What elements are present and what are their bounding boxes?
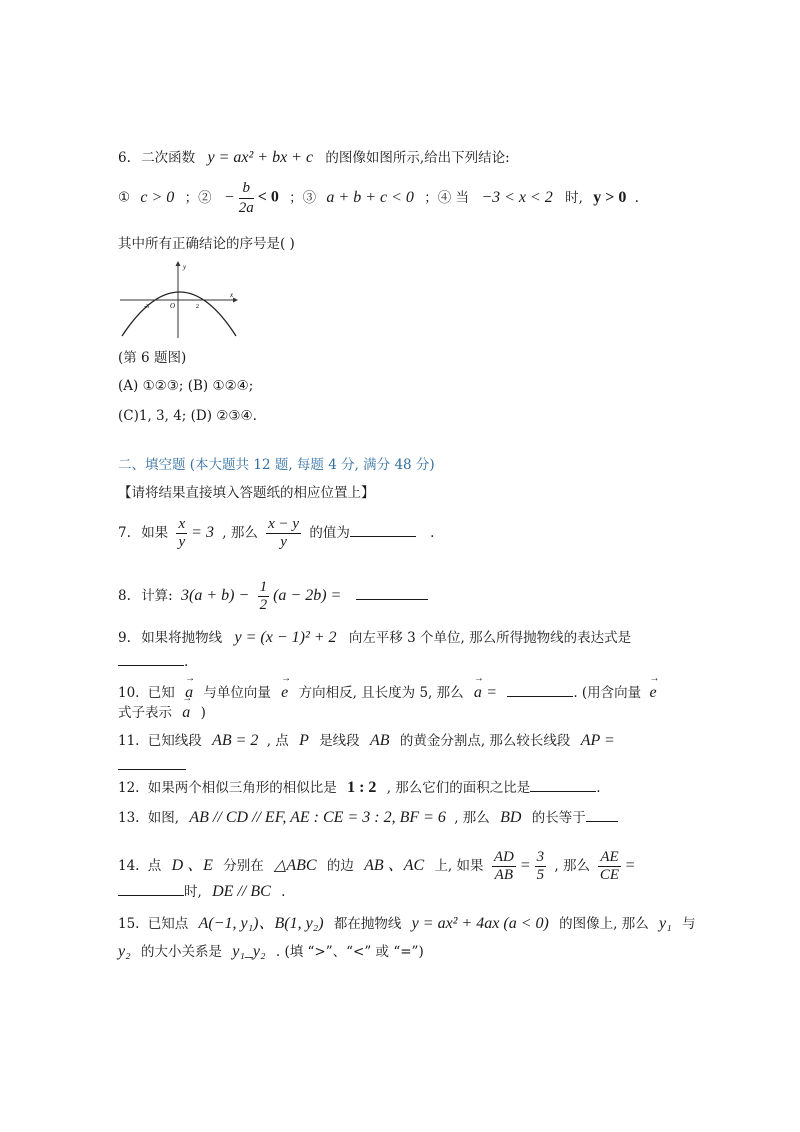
q11-answer-blank[interactable]	[118, 768, 186, 770]
q15	[118, 916, 695, 932]
q6-c2-den: 2a	[238, 199, 254, 216]
q15-relation-blank[interactable]: y₁_y₂	[232, 943, 266, 960]
q13-answer-blank[interactable]	[586, 820, 618, 822]
q14-text-c: 的边	[326, 858, 354, 874]
graph-tick-neg3: -3	[144, 304, 149, 310]
q6-c2-tail: < 0	[257, 188, 279, 206]
q7-end: .	[430, 525, 435, 541]
q13	[118, 810, 618, 826]
q6-figure-caption: (第 6 题图)	[118, 350, 187, 366]
q10-vector-a-3: → a	[182, 705, 190, 721]
q10-vector-e-2: → e	[649, 685, 656, 701]
q14-frac-2-num: 3	[536, 849, 545, 865]
q10-answer-blank[interactable]	[507, 695, 573, 697]
q14-parallel: DE // BC	[212, 883, 271, 900]
q14-frac-1-num: AD	[493, 849, 514, 865]
graph-y-label: y	[183, 263, 187, 271]
q13-text-a: 如图,	[147, 810, 180, 826]
q15-text-e: 的大小关系是	[140, 944, 222, 960]
q14-frac-3-num: AE	[600, 849, 619, 865]
q10-text-g: )	[200, 705, 206, 721]
q7-number: 7.	[118, 525, 131, 541]
q6-sep-2: ；③	[289, 189, 317, 206]
q10-text-c: 方向相反, 且长度为 5, 那么	[298, 685, 464, 701]
q14-frac-1-den: AB	[494, 867, 513, 883]
q11-line-2	[118, 760, 186, 774]
q10-vector-a-2: → a	[474, 685, 482, 701]
q9-formula: y = (x − 1)² + 2	[234, 629, 337, 646]
q6-c4-end: .	[634, 189, 639, 206]
q15-formula: y = ax² + 4ax (a < 0)	[411, 915, 549, 932]
q6-c4-result: y > 0	[593, 188, 627, 206]
q12-text-b: , 那么它们的面积之比是	[386, 780, 531, 796]
q7-frac-2-den: y	[280, 534, 287, 550]
graph-x-arrow	[233, 298, 238, 303]
q13-text-b: , 那么	[454, 810, 490, 826]
q10-text-b: 与单位向量	[203, 685, 271, 701]
q12-text-a: 如果两个相似三角形的相似比是	[147, 780, 337, 796]
q15-text-b: 都在抛物线	[333, 916, 402, 932]
q11-ab-eq: AB = 2	[212, 732, 259, 749]
q14-end: .	[281, 884, 286, 900]
q11-text-a: 已知线段	[147, 733, 202, 749]
q15-number: 15.	[118, 916, 140, 932]
q13-expr: AB // CD // EF, AE : CE = 3 : 2, BF = 6	[189, 809, 446, 826]
q14-number: 14.	[118, 858, 140, 874]
q10-eq: =	[486, 684, 498, 701]
q15-text-c: 的图像上, 那么	[559, 916, 649, 932]
q7-eq: = 3	[191, 524, 214, 541]
q7-text-c: 的值为	[309, 525, 350, 541]
q14-frac-3	[598, 850, 620, 883]
q6-stem-text-b: 的图像如图所示,给出下列结论:	[325, 150, 510, 166]
q6-stem	[118, 150, 510, 166]
q11-ap-eq: AP =	[580, 732, 615, 749]
q12-number: 12.	[118, 780, 140, 796]
q10-vector-e: → e	[281, 685, 288, 701]
graph-x-label: x	[230, 291, 234, 299]
q14-line-2	[118, 884, 285, 900]
q10-vector-a: → a	[185, 685, 193, 701]
q11-number: 11.	[118, 733, 140, 749]
q7-frac-2-num: x − y	[268, 516, 300, 532]
q8-text-a: 计算:	[141, 588, 173, 604]
q6-c4-when: 时,	[565, 189, 583, 206]
q14	[118, 850, 635, 883]
q15-y1: y₁	[659, 915, 672, 932]
q8-number: 8.	[118, 588, 131, 604]
q14-frac-1	[492, 850, 516, 883]
q8-answer-blank[interactable]	[356, 598, 428, 600]
q8-expr-1: 3(a + b) −	[181, 587, 250, 604]
section-2-instruction: 【请将结果直接填入答题纸的相应位置上】	[118, 485, 375, 501]
graph-origin-label: O	[170, 302, 176, 310]
q6-sep-1: ；②	[184, 189, 212, 206]
q7-frac-1-den: y	[178, 534, 186, 550]
q6-options-ab: (A) ①②③; (B) ①②④;	[118, 378, 254, 394]
q9-end: .	[184, 654, 189, 670]
q11-text-b: , 点	[266, 733, 289, 749]
q6-options-cd: (C)1, 3, 4; (D) ②③④.	[118, 408, 257, 424]
q9-text-a: 如果将抛物线	[141, 630, 223, 646]
q15-points: A(−1, y₁)、B(1, y₂)	[198, 915, 324, 932]
q9-answer-blank[interactable]	[118, 664, 184, 666]
q11-point-p: P	[299, 732, 309, 749]
q8	[118, 580, 428, 613]
q7-text-b: , 那么	[222, 525, 258, 541]
q6-question: 其中所有正确结论的序号是( )	[118, 236, 295, 252]
q14-text-f: 时,	[184, 884, 202, 900]
q6-number: 6.	[118, 150, 131, 166]
q8-frac-num: 1	[259, 579, 268, 595]
q14-frac-2-den: 5	[536, 867, 545, 883]
q7-frac-2	[266, 517, 301, 550]
q9-line-2	[118, 656, 188, 670]
q14-text-b: 分别在	[223, 858, 264, 874]
q12	[118, 780, 601, 796]
q6-function: y = ax² + bx + c	[207, 149, 314, 166]
q12-ratio: 1 : 2	[347, 779, 377, 796]
q10-text-e: . (用含向量	[573, 685, 642, 701]
q6-c2-num: b	[239, 180, 254, 199]
q10-text-f: 式子表示	[118, 705, 172, 721]
q7-frac-1-num: x	[178, 516, 186, 532]
q13-bd: BD	[500, 809, 522, 826]
q6-c4-range: −3 < x < 2	[481, 188, 553, 206]
q14-frac-2	[535, 850, 547, 883]
q14-sides: AB 、AC	[364, 857, 425, 874]
q15-text-f: . (填 “>”、“<” 或 “=”)	[275, 944, 424, 960]
q11-text-d: 的黄金分割点, 那么较长线段	[399, 733, 571, 749]
q9-text-b: 向左平移 3 个单位, 那么所得抛物线的表达式是	[348, 630, 632, 646]
q14-text-a: 点	[147, 858, 162, 874]
q14-answer-blank[interactable]	[118, 894, 184, 896]
q6-conclusion-2-frac	[239, 180, 254, 216]
q11-text-c: 是线段	[319, 733, 360, 749]
q14-points-de: D 、E	[171, 857, 213, 874]
q14-eq: =	[519, 857, 531, 874]
q10-line-2	[118, 705, 206, 721]
q13-number: 13.	[118, 810, 140, 826]
q8-frac-den: 2	[259, 597, 268, 613]
graph-tick-2: 2	[196, 304, 199, 310]
q14-eq-2: =	[624, 857, 636, 874]
q15-text-d: 与	[681, 916, 696, 932]
q10-number: 10.	[118, 685, 140, 701]
q15-line-2	[118, 944, 424, 960]
q9-number: 9.	[118, 630, 131, 646]
q14-frac-3-den: CE	[599, 867, 620, 883]
q10-text-a: 已知	[147, 685, 175, 701]
q7-frac-1	[176, 517, 187, 550]
q8-frac	[258, 580, 270, 613]
q14-text-d: 上, 如果	[434, 858, 484, 874]
q6-sep-3: ；④ 当	[424, 189, 470, 206]
q13-text-c: 的长等于	[531, 810, 586, 826]
q6-conclusion-3: a + b + c < 0	[326, 188, 414, 206]
q12-end: .	[596, 780, 601, 796]
q6-conclusion-1: c > 0	[140, 188, 175, 206]
q9	[118, 630, 631, 646]
q14-text-e: , 那么	[554, 858, 591, 874]
q8-expr-2: (a − 2b) =	[273, 587, 342, 604]
q6-parabola-graph	[118, 258, 238, 340]
graph-y-arrow	[176, 261, 181, 266]
q6-stem-text-a: 二次函数	[141, 150, 196, 166]
q6-c1-mark: ①	[118, 189, 131, 206]
q12-answer-blank[interactable]	[530, 790, 596, 792]
q7	[118, 517, 434, 550]
graph-parabola-curve	[122, 292, 236, 336]
q6-conclusions: ① c > 0 ；② − $\frac{b}{2a}$ < 0 ；③ a + b + c < 0 ；④ 当 −3 < x < 2 时, y > 0 .	[118, 180, 639, 216]
q14-triangle: △ABC	[274, 857, 317, 874]
section-2-title: 二、填空题 (本大题共 12 题, 每题 4 分, 满分 48 分)	[118, 457, 435, 473]
q7-answer-blank[interactable]	[350, 535, 416, 537]
q7-text-a: 如果	[141, 525, 169, 541]
q11-ab: AB	[369, 732, 390, 749]
q15-text-a: 已知点	[147, 916, 189, 932]
q10	[118, 685, 657, 701]
q15-y2: y₂	[118, 943, 131, 960]
q11	[118, 733, 615, 749]
